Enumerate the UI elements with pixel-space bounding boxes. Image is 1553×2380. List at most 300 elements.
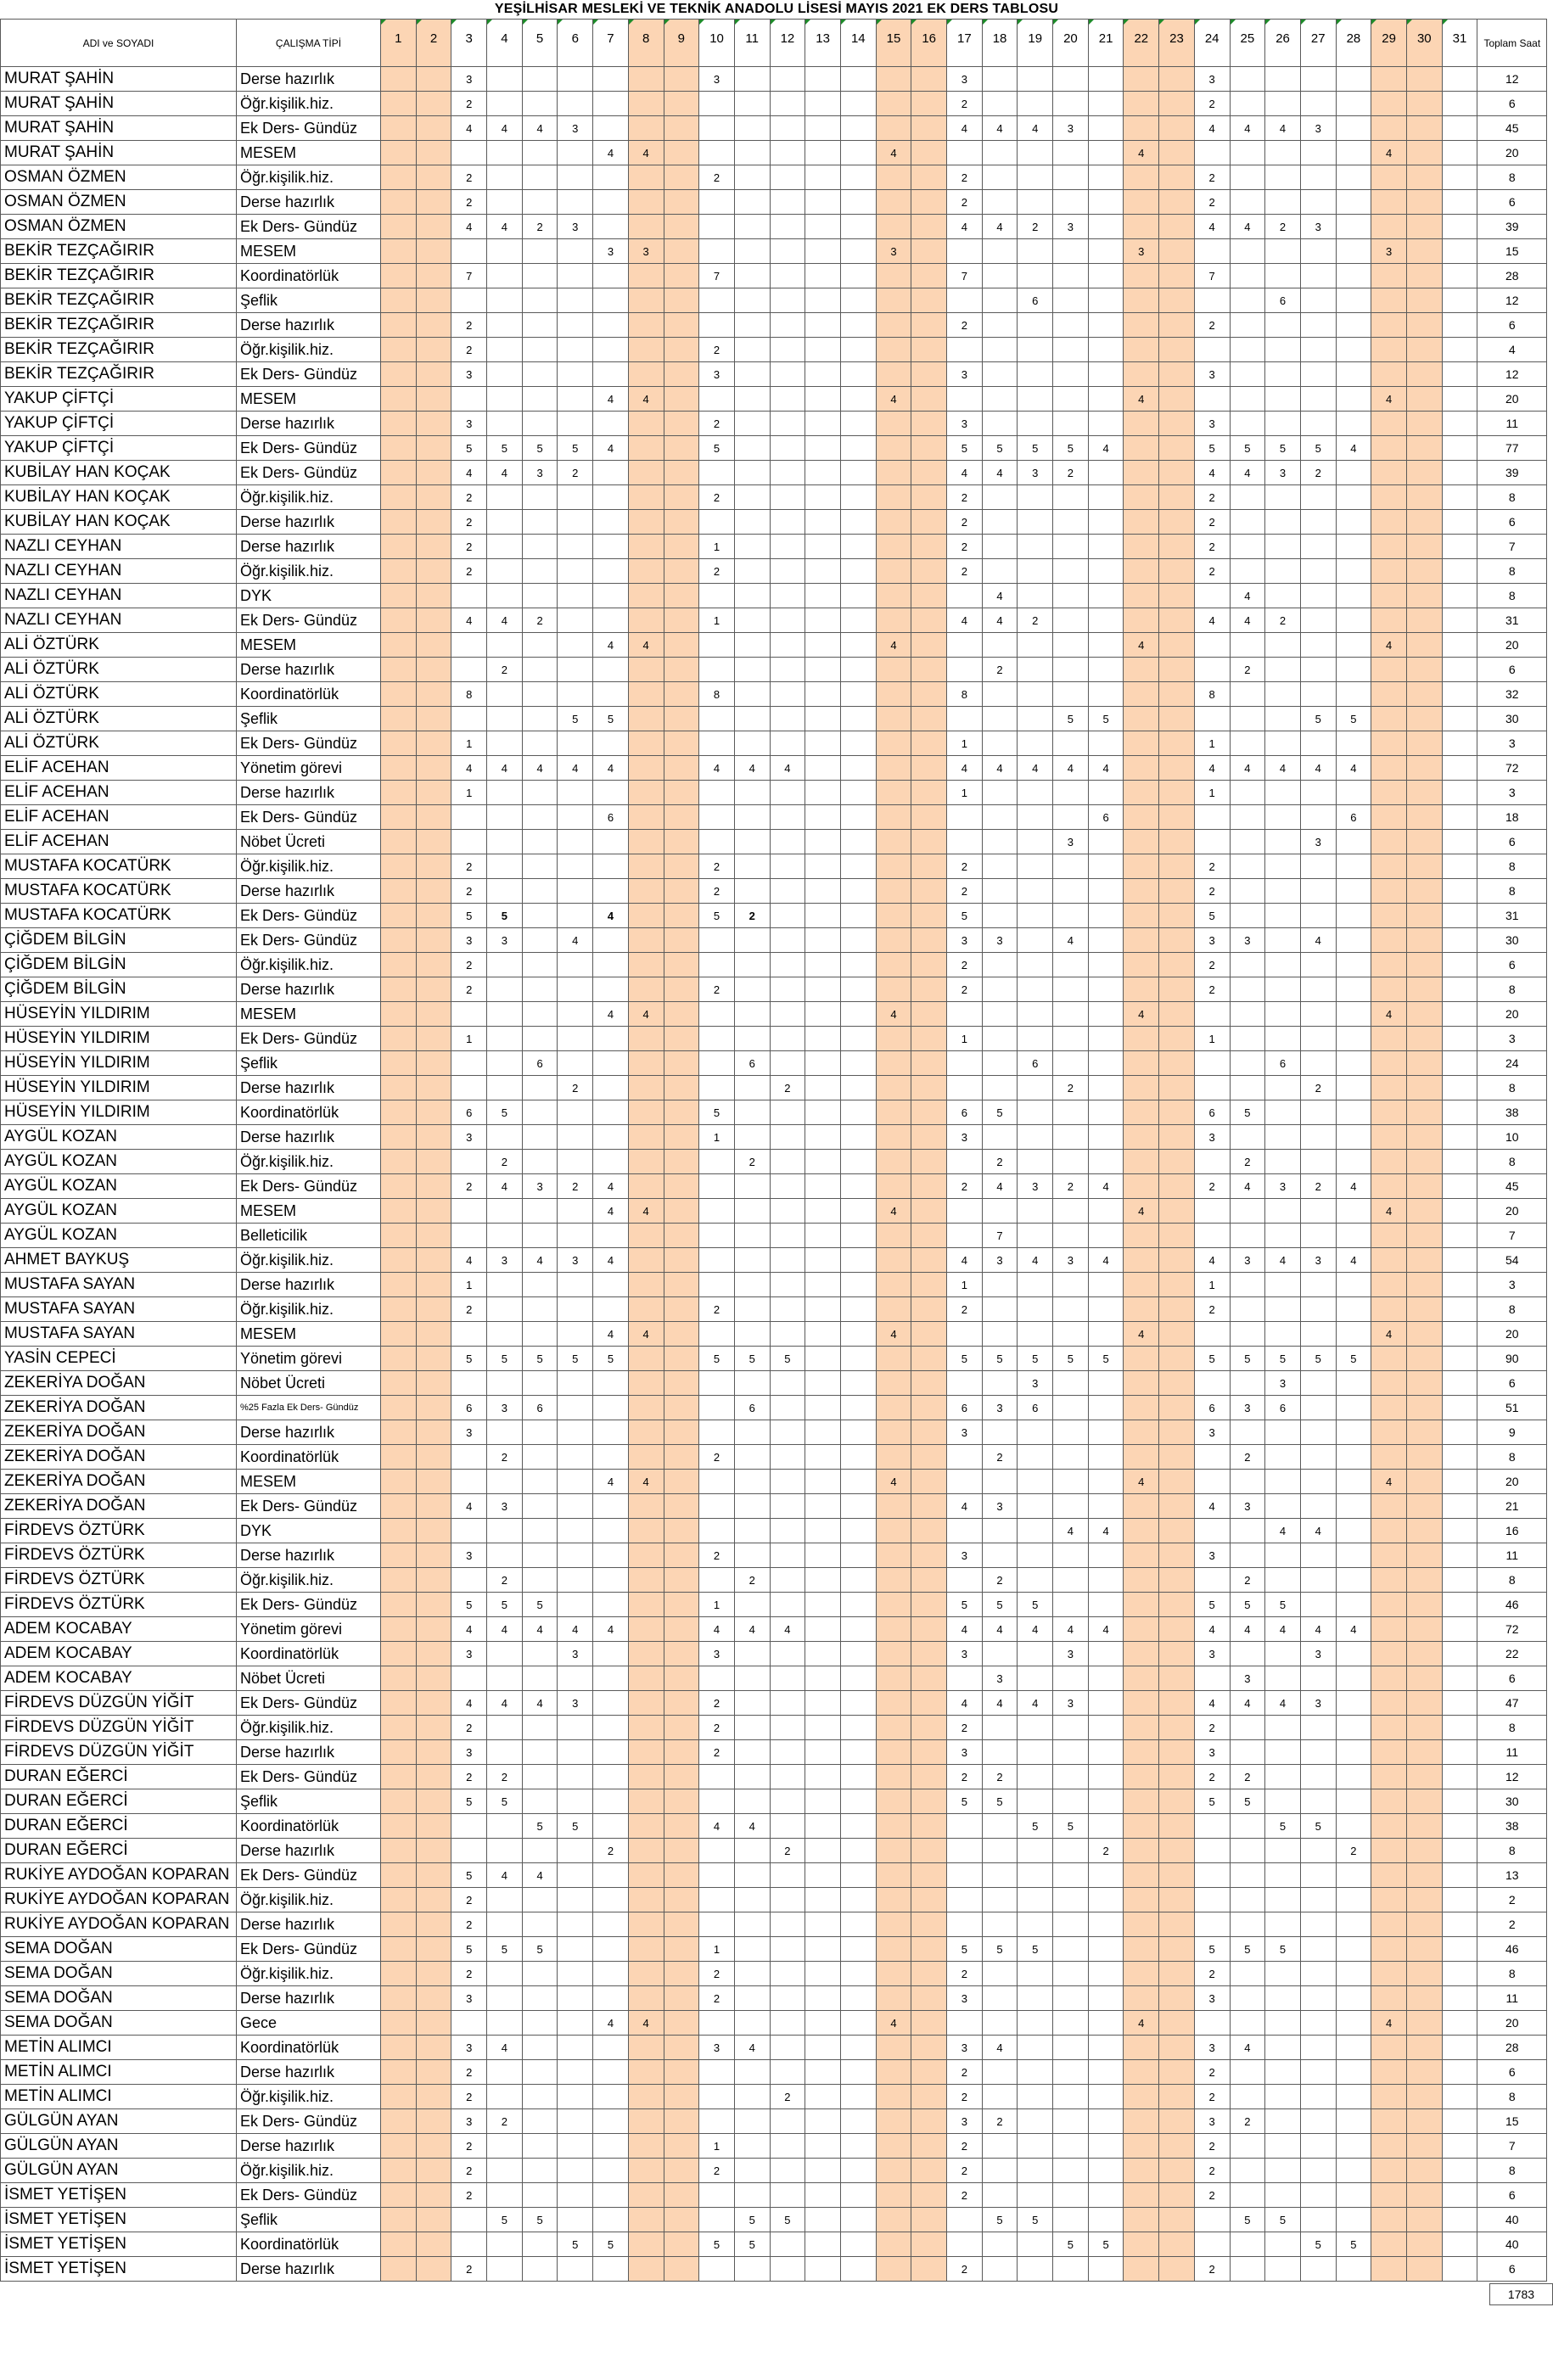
hours-cell-day-28 (1336, 1863, 1371, 1888)
hours-cell-day-13 (805, 1691, 841, 1716)
hours-cell-day-20: 4 (1053, 1617, 1089, 1642)
hours-cell-day-13 (805, 805, 841, 830)
hours-cell-day-20: 3 (1053, 116, 1089, 141)
hours-cell-day-7: 4 (593, 436, 629, 461)
hours-cell-day-1 (381, 2232, 417, 2257)
work-type-cell: MESEM (237, 1199, 381, 1224)
hours-cell-day-8 (628, 1691, 664, 1716)
row-total-cell: 3 (1477, 1027, 1547, 1051)
hours-cell-day-26 (1265, 2060, 1301, 2085)
row-total-cell: 20 (1477, 2011, 1547, 2036)
hours-cell-day-1 (381, 1248, 417, 1273)
hours-cell-day-31 (1442, 633, 1477, 658)
hours-cell-day-10 (699, 2183, 735, 2208)
work-type-cell: Derse hazırlık (237, 1986, 381, 2011)
hours-cell-day-12 (770, 67, 805, 92)
hours-cell-day-7 (593, 1912, 629, 1937)
hours-cell-day-29 (1371, 1937, 1407, 1962)
hours-cell-day-25: 5 (1230, 1789, 1265, 1814)
hours-cell-day-14 (840, 1568, 876, 1593)
hours-cell-day-9 (664, 436, 699, 461)
hours-cell-day-13 (805, 1100, 841, 1125)
hours-cell-day-26 (1265, 707, 1301, 731)
hours-cell-day-16 (911, 1199, 947, 1224)
hours-cell-day-5 (522, 1642, 558, 1666)
hours-cell-day-17: 7 (947, 264, 983, 288)
row-total-cell: 31 (1477, 904, 1547, 928)
hours-cell-day-20 (1053, 2085, 1089, 2109)
hours-cell-day-22 (1124, 1174, 1159, 1199)
hours-cell-day-14 (840, 682, 876, 707)
hours-cell-day-11 (734, 338, 770, 362)
hours-cell-day-1 (381, 633, 417, 658)
hours-cell-day-6: 4 (558, 1617, 593, 1642)
hours-cell-day-23 (1159, 1224, 1195, 1248)
hours-cell-day-30 (1406, 436, 1442, 461)
hours-cell-day-29 (1371, 116, 1407, 141)
hours-cell-day-29 (1371, 1666, 1407, 1691)
hours-cell-day-4 (487, 805, 523, 830)
cell-marker-icon (1443, 20, 1448, 25)
hours-cell-day-28 (1336, 928, 1371, 953)
hours-cell-day-16 (911, 338, 947, 362)
hours-cell-day-28 (1336, 731, 1371, 756)
header-day-30 (1406, 20, 1442, 67)
hours-cell-day-1 (381, 1789, 417, 1814)
hours-cell-day-14 (840, 1273, 876, 1297)
hours-cell-day-8 (628, 485, 664, 510)
hours-cell-day-24: 3 (1194, 1740, 1230, 1765)
hours-cell-day-31 (1442, 1912, 1477, 1937)
hours-cell-day-11 (734, 1666, 770, 1691)
hours-cell-day-19 (1018, 510, 1053, 535)
hours-cell-day-23 (1159, 781, 1195, 805)
hours-cell-day-24: 2 (1194, 1174, 1230, 1199)
hours-cell-day-4 (487, 1912, 523, 1937)
hours-cell-day-12 (770, 1297, 805, 1322)
table-row (1, 2183, 1547, 2208)
hours-cell-day-18 (982, 805, 1018, 830)
hours-cell-day-26 (1265, 1863, 1301, 1888)
hours-cell-day-28 (1336, 2109, 1371, 2134)
hours-cell-day-23 (1159, 436, 1195, 461)
hours-cell-day-22 (1124, 1839, 1159, 1863)
hours-cell-day-17 (947, 2011, 983, 2036)
hours-cell-day-12 (770, 2159, 805, 2183)
hours-cell-day-9 (664, 92, 699, 116)
row-total-cell: 47 (1477, 1691, 1547, 1716)
hours-cell-day-25 (1230, 2134, 1265, 2159)
hours-cell-day-16 (911, 1027, 947, 1051)
hours-cell-day-15 (876, 116, 911, 141)
hours-cell-day-2 (416, 1863, 451, 1888)
hours-cell-day-8 (628, 190, 664, 215)
hours-cell-day-16 (911, 362, 947, 387)
hours-cell-day-13 (805, 1076, 841, 1100)
header-total-hours: Toplam Saat (1477, 20, 1547, 67)
hours-cell-day-17: 2 (947, 2159, 983, 2183)
hours-cell-day-20 (1053, 1593, 1089, 1617)
hours-cell-day-9 (664, 1937, 699, 1962)
hours-cell-day-28 (1336, 1125, 1371, 1150)
hours-cell-day-5 (522, 781, 558, 805)
row-total-cell: 8 (1477, 854, 1547, 879)
hours-cell-day-29 (1371, 830, 1407, 854)
hours-cell-day-30 (1406, 313, 1442, 338)
hours-cell-day-23 (1159, 2060, 1195, 2085)
work-type-cell: Derse hazırlık (237, 510, 381, 535)
hours-cell-day-30 (1406, 1420, 1442, 1445)
hours-cell-day-10 (699, 658, 735, 682)
teacher-name-cell: NAZLI CEYHAN (1, 584, 237, 608)
hours-cell-day-15 (876, 1347, 911, 1371)
hours-cell-day-26 (1265, 1002, 1301, 1027)
hours-cell-day-14 (840, 1076, 876, 1100)
hours-cell-day-3: 2 (451, 92, 487, 116)
hours-cell-day-25 (1230, 1076, 1265, 1100)
hours-cell-day-19 (1018, 1297, 1053, 1322)
hours-cell-day-22 (1124, 436, 1159, 461)
hours-cell-day-5 (522, 1224, 558, 1248)
hours-cell-day-10 (699, 1494, 735, 1519)
hours-cell-day-17: 2 (947, 854, 983, 879)
hours-cell-day-18 (982, 1470, 1018, 1494)
hours-cell-day-7 (593, 485, 629, 510)
hours-cell-day-22 (1124, 1445, 1159, 1470)
hours-cell-day-13 (805, 1814, 841, 1839)
hours-cell-day-22 (1124, 264, 1159, 288)
hours-cell-day-21 (1088, 2060, 1124, 2085)
hours-cell-day-1 (381, 1100, 417, 1125)
hours-cell-day-2 (416, 658, 451, 682)
hours-cell-day-19 (1018, 485, 1053, 510)
hours-cell-day-5 (522, 2232, 558, 2257)
hours-cell-day-11 (734, 2134, 770, 2159)
hours-cell-day-29 (1371, 1125, 1407, 1150)
hours-cell-day-12 (770, 165, 805, 190)
hours-cell-day-12 (770, 436, 805, 461)
hours-cell-day-23 (1159, 1174, 1195, 1199)
hours-cell-day-13 (805, 854, 841, 879)
hours-cell-day-10: 2 (699, 559, 735, 584)
hours-cell-day-25 (1230, 1912, 1265, 1937)
hours-cell-day-11 (734, 2060, 770, 2085)
table-row (1, 412, 1547, 436)
hours-cell-day-2 (416, 1470, 451, 1494)
hours-cell-day-16 (911, 1543, 947, 1568)
work-type-cell: DYK (237, 1519, 381, 1543)
hours-cell-day-19 (1018, 805, 1053, 830)
hours-cell-day-9 (664, 510, 699, 535)
hours-cell-day-24: 5 (1194, 904, 1230, 928)
row-total-cell: 72 (1477, 756, 1547, 781)
hours-cell-day-17 (947, 1371, 983, 1396)
work-type-cell: Yönetim görevi (237, 1347, 381, 1371)
teacher-name-cell: YAKUP ÇİFTÇİ (1, 436, 237, 461)
hours-cell-day-8 (628, 1297, 664, 1322)
hours-cell-day-13 (805, 953, 841, 977)
table-row (1, 2159, 1547, 2183)
header-name: ADI ve SOYADI (1, 20, 237, 67)
teacher-name-cell: ALİ ÖZTÜRK (1, 658, 237, 682)
hours-cell-day-2 (416, 2159, 451, 2183)
hours-cell-day-12 (770, 1445, 805, 1470)
hours-cell-day-29 (1371, 1494, 1407, 1519)
hours-cell-day-19 (1018, 141, 1053, 165)
hours-cell-day-4: 2 (487, 1568, 523, 1593)
hours-cell-day-17: 2 (947, 2060, 983, 2085)
hours-cell-day-23 (1159, 928, 1195, 953)
hours-cell-day-15 (876, 338, 911, 362)
hours-cell-day-11 (734, 1076, 770, 1100)
cell-marker-icon (1337, 20, 1342, 25)
hours-cell-day-11: 4 (734, 1617, 770, 1642)
hours-cell-day-3 (451, 1224, 487, 1248)
hours-cell-day-2 (416, 1420, 451, 1445)
hours-cell-day-7 (593, 1224, 629, 1248)
hours-cell-day-24 (1194, 1224, 1230, 1248)
hours-cell-day-8 (628, 1593, 664, 1617)
hours-cell-day-16 (911, 756, 947, 781)
hours-cell-day-15 (876, 510, 911, 535)
hours-cell-day-7 (593, 313, 629, 338)
hours-cell-day-20 (1053, 1371, 1089, 1396)
hours-cell-day-6 (558, 387, 593, 412)
hours-cell-day-30 (1406, 977, 1442, 1002)
hours-cell-day-17: 3 (947, 1420, 983, 1445)
hours-cell-day-20 (1053, 1297, 1089, 1322)
hours-cell-day-30 (1406, 1100, 1442, 1125)
hours-cell-day-21 (1088, 2134, 1124, 2159)
hours-cell-day-16 (911, 1642, 947, 1666)
hours-cell-day-7 (593, 1076, 629, 1100)
hours-cell-day-15 (876, 535, 911, 559)
hours-cell-day-25: 4 (1230, 1617, 1265, 1642)
hours-cell-day-5: 5 (522, 1593, 558, 1617)
hours-cell-day-15 (876, 1765, 911, 1789)
hours-cell-day-29: 4 (1371, 1322, 1407, 1347)
hours-cell-day-31 (1442, 141, 1477, 165)
hours-cell-day-9 (664, 1789, 699, 1814)
hours-cell-day-7: 4 (593, 1322, 629, 1347)
hours-cell-day-17 (947, 1002, 983, 1027)
hours-cell-day-5: 5 (522, 1347, 558, 1371)
hours-cell-day-25 (1230, 338, 1265, 362)
hours-cell-day-29 (1371, 165, 1407, 190)
hours-cell-day-1 (381, 1297, 417, 1322)
hours-cell-day-14 (840, 1716, 876, 1740)
row-total-cell: 24 (1477, 1051, 1547, 1076)
hours-cell-day-11 (734, 215, 770, 239)
header-day-label: 6 (571, 31, 579, 46)
row-total-cell: 8 (1477, 559, 1547, 584)
hours-cell-day-26 (1265, 1224, 1301, 1248)
hours-cell-day-5: 4 (522, 1863, 558, 1888)
hours-cell-day-20: 5 (1053, 1347, 1089, 1371)
hours-cell-day-6: 2 (558, 1174, 593, 1199)
hours-cell-day-23 (1159, 1543, 1195, 1568)
hours-cell-day-29 (1371, 1691, 1407, 1716)
hours-cell-day-11: 2 (734, 1150, 770, 1174)
row-total-cell: 11 (1477, 412, 1547, 436)
table-row (1, 1765, 1547, 1789)
hours-cell-day-24 (1194, 633, 1230, 658)
row-total-cell: 77 (1477, 436, 1547, 461)
hours-cell-day-14 (840, 1322, 876, 1347)
cell-marker-icon (664, 20, 670, 25)
hours-cell-day-24: 5 (1194, 436, 1230, 461)
hours-cell-day-9 (664, 1199, 699, 1224)
hours-cell-day-25 (1230, 2159, 1265, 2183)
hours-cell-day-3: 2 (451, 485, 487, 510)
hours-cell-day-24: 2 (1194, 2183, 1230, 2208)
hours-cell-day-13 (805, 1986, 841, 2011)
row-total-cell: 32 (1477, 682, 1547, 707)
work-type-cell: Yönetim görevi (237, 1617, 381, 1642)
hours-cell-day-3: 2 (451, 2183, 487, 2208)
hours-cell-day-4 (487, 1519, 523, 1543)
hours-cell-day-30 (1406, 1125, 1442, 1150)
hours-cell-day-7 (593, 1593, 629, 1617)
hours-cell-day-13 (805, 92, 841, 116)
hours-cell-day-24: 1 (1194, 731, 1230, 756)
hours-cell-day-13 (805, 2060, 841, 2085)
hours-cell-day-1 (381, 1494, 417, 1519)
hours-cell-day-21 (1088, 559, 1124, 584)
hours-cell-day-8 (628, 535, 664, 559)
hours-cell-day-27 (1300, 1937, 1336, 1962)
grand-total-cell: 1783 (1489, 2283, 1553, 2305)
hours-cell-day-27 (1300, 2085, 1336, 2109)
hours-cell-day-17: 3 (947, 2109, 983, 2134)
hours-cell-day-22 (1124, 1150, 1159, 1174)
hours-cell-day-18 (982, 904, 1018, 928)
hours-cell-day-20 (1053, 682, 1089, 707)
hours-cell-day-19 (1018, 92, 1053, 116)
hours-cell-day-8 (628, 436, 664, 461)
hours-cell-day-30 (1406, 1543, 1442, 1568)
hours-cell-day-6 (558, 190, 593, 215)
hours-cell-day-19 (1018, 535, 1053, 559)
hours-cell-day-8 (628, 461, 664, 485)
hours-cell-day-1 (381, 1224, 417, 1248)
hours-cell-day-6 (558, 1986, 593, 2011)
work-type-cell: MESEM (237, 1470, 381, 1494)
hours-cell-day-17: 3 (947, 67, 983, 92)
hours-cell-day-3: 7 (451, 264, 487, 288)
work-type-cell: Derse hazırlık (237, 412, 381, 436)
hours-cell-day-27 (1300, 854, 1336, 879)
hours-cell-day-14 (840, 854, 876, 879)
hours-cell-day-7 (593, 1494, 629, 1519)
hours-cell-day-13 (805, 387, 841, 412)
hours-cell-day-2 (416, 2011, 451, 2036)
hours-cell-day-26 (1265, 781, 1301, 805)
hours-cell-day-17: 4 (947, 1617, 983, 1642)
hours-cell-day-9 (664, 1691, 699, 1716)
hours-cell-day-24: 4 (1194, 756, 1230, 781)
hours-cell-day-2 (416, 67, 451, 92)
hours-cell-day-20 (1053, 904, 1089, 928)
hours-cell-day-17: 4 (947, 1248, 983, 1273)
hours-cell-day-10 (699, 2085, 735, 2109)
hours-cell-day-29 (1371, 2036, 1407, 2060)
hours-cell-day-24: 2 (1194, 1765, 1230, 1789)
header-day-label: 14 (850, 31, 866, 46)
hours-cell-day-27 (1300, 313, 1336, 338)
table-row (1, 854, 1547, 879)
hours-cell-day-3: 4 (451, 461, 487, 485)
hours-cell-day-5: 3 (522, 461, 558, 485)
hours-cell-day-20: 4 (1053, 928, 1089, 953)
hours-cell-day-24 (1194, 1888, 1230, 1912)
hours-cell-day-26: 4 (1265, 1248, 1301, 1273)
hours-cell-day-27 (1300, 1445, 1336, 1470)
hours-cell-day-25 (1230, 830, 1265, 854)
row-total-cell: 6 (1477, 1371, 1547, 1396)
hours-cell-day-27 (1300, 92, 1336, 116)
hours-cell-day-3: 2 (451, 953, 487, 977)
hours-cell-day-24: 3 (1194, 928, 1230, 953)
cell-marker-icon (558, 20, 563, 25)
hours-cell-day-6 (558, 2060, 593, 2085)
hours-cell-day-29 (1371, 1150, 1407, 1174)
hours-cell-day-5 (522, 1740, 558, 1765)
hours-cell-day-1 (381, 1986, 417, 2011)
hours-cell-day-7: 4 (593, 1617, 629, 1642)
cell-marker-icon (523, 20, 528, 25)
teacher-name-cell: MURAT ŞAHİN (1, 116, 237, 141)
hours-cell-day-7 (593, 1519, 629, 1543)
hours-cell-day-18: 4 (982, 2036, 1018, 2060)
hours-cell-day-22 (1124, 1691, 1159, 1716)
hours-cell-day-11 (734, 288, 770, 313)
hours-cell-day-24: 3 (1194, 67, 1230, 92)
hours-cell-day-13 (805, 1962, 841, 1986)
hours-cell-day-8 (628, 2183, 664, 2208)
hours-cell-day-27 (1300, 658, 1336, 682)
hours-cell-day-6 (558, 264, 593, 288)
hours-cell-day-8 (628, 854, 664, 879)
hours-cell-day-27 (1300, 1568, 1336, 1593)
hours-cell-day-14 (840, 2011, 876, 2036)
hours-cell-day-3 (451, 2208, 487, 2232)
hours-cell-day-24: 2 (1194, 485, 1230, 510)
hours-cell-day-22 (1124, 1593, 1159, 1617)
hours-cell-day-9 (664, 1912, 699, 1937)
hours-cell-day-20 (1053, 1962, 1089, 1986)
hours-cell-day-17 (947, 239, 983, 264)
hours-cell-day-18: 3 (982, 1494, 1018, 1519)
hours-cell-day-25 (1230, 412, 1265, 436)
hours-cell-day-9 (664, 2109, 699, 2134)
hours-cell-day-25: 2 (1230, 1445, 1265, 1470)
hours-cell-day-19 (1018, 165, 1053, 190)
hours-cell-day-29 (1371, 1273, 1407, 1297)
hours-cell-day-25: 3 (1230, 1666, 1265, 1691)
row-total-cell: 11 (1477, 1740, 1547, 1765)
hours-cell-day-5 (522, 1100, 558, 1125)
hours-cell-day-22 (1124, 682, 1159, 707)
hours-cell-day-19 (1018, 2134, 1053, 2159)
hours-cell-day-3 (451, 1051, 487, 1076)
hours-cell-day-4 (487, 1740, 523, 1765)
table-row (1, 2011, 1547, 2036)
hours-cell-day-4 (487, 1420, 523, 1445)
hours-cell-day-31 (1442, 1691, 1477, 1716)
hours-cell-day-10 (699, 1765, 735, 1789)
hours-cell-day-25: 4 (1230, 461, 1265, 485)
